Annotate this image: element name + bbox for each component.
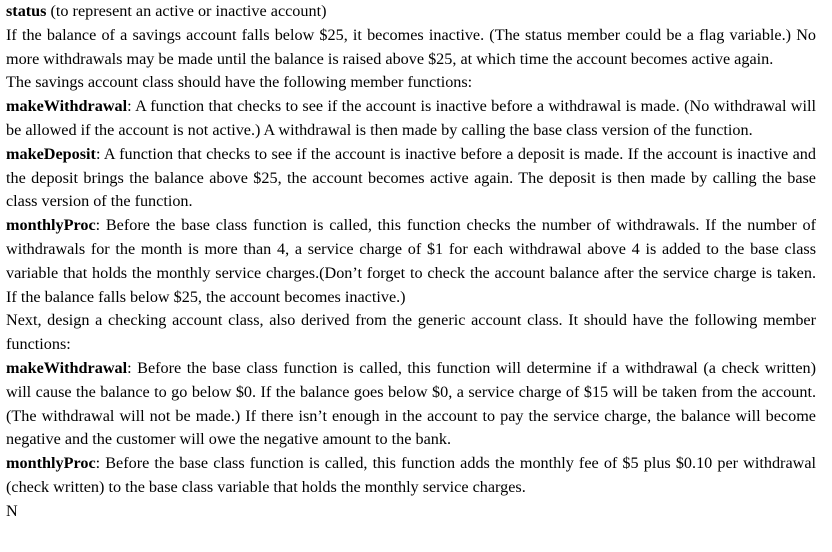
paragraph-text: Next, design a checking account class, also derived from the generic account class. It should have the following member functions: bbox=[6, 311, 816, 354]
paragraph-text: The savings account class should have the following member functions: bbox=[6, 73, 473, 92]
paragraph-text: : A function that checks to see if the account is inactive before a withdrawal is made. (No withdrawal will be allowed if the account is not active.) A withdrawal is then made by calling the base class version of the function. bbox=[6, 97, 816, 139]
member-term: makeWithdrawal bbox=[6, 97, 128, 116]
checking-make-withdrawal-paragraph bbox=[6, 357, 816, 452]
member-term: makeDeposit bbox=[6, 144, 96, 163]
inactive-rule-paragraph bbox=[6, 24, 816, 72]
paragraph-text: : Before the base class function is called, this function will determine if a withdrawal (a check written) will cause the balance to go below $0. If the balance goes below $0, a service charge of $15 will be taken from the account. (The withdrawal will not be made.) If there isn’t enough in the account to pay the service charge, the balance will become negative and the customer will owe the negative amount to the bank. bbox=[6, 358, 816, 449]
member-term: monthlyProc bbox=[6, 454, 96, 473]
savings-make-deposit-paragraph bbox=[6, 143, 816, 214]
savings-make-withdrawal-paragraph bbox=[6, 95, 816, 143]
member-term: makeWithdrawal bbox=[6, 358, 128, 377]
member-term: monthlyProc bbox=[6, 216, 96, 235]
paragraph-text: (to represent an active or inactive account) bbox=[46, 2, 327, 20]
cutoff-text: N bbox=[6, 501, 18, 520]
paragraph-text: : Before the base class function is called, this function adds the monthly fee of $5 plus $0.10 per withdrawal (check written) to the base class variable that holds the monthly service charges. bbox=[6, 454, 816, 496]
savings-monthly-proc-paragraph bbox=[6, 214, 816, 309]
document-body bbox=[6, 0, 816, 520]
paragraph-text: : A function that checks to see if the account is inactive before a deposit is made. If the account is inactive and the deposit brings the balance above $25, the account becomes active again. The deposit is then made by calling the base class version of the function. bbox=[6, 144, 816, 211]
status-paragraph bbox=[6, 0, 816, 24]
member-term: status bbox=[6, 2, 47, 20]
checking-monthly-proc-paragraph bbox=[6, 452, 816, 500]
savings-functions-intro bbox=[6, 71, 816, 95]
paragraph-text: : Before the base class function is called, this function checks the number of withdrawals. If the number of withdrawals for the month is more than 4, a service charge of $1 for each withdrawal above 4 is added to the base class variable that holds the monthly service charges.(Don’t forget to check the account balance after the service charge is taken. If the balance falls below $25, the account becomes inactive.) bbox=[6, 216, 816, 306]
checking-account-intro bbox=[6, 309, 816, 357]
cutoff-next-line bbox=[6, 500, 816, 520]
paragraph-text: If the balance of a savings account falls below $25, it becomes inactive. (The status member could be a flag variable.) No more withdrawals may be made until the balance is raised above $25, at which time the account becomes active again. bbox=[6, 25, 816, 68]
